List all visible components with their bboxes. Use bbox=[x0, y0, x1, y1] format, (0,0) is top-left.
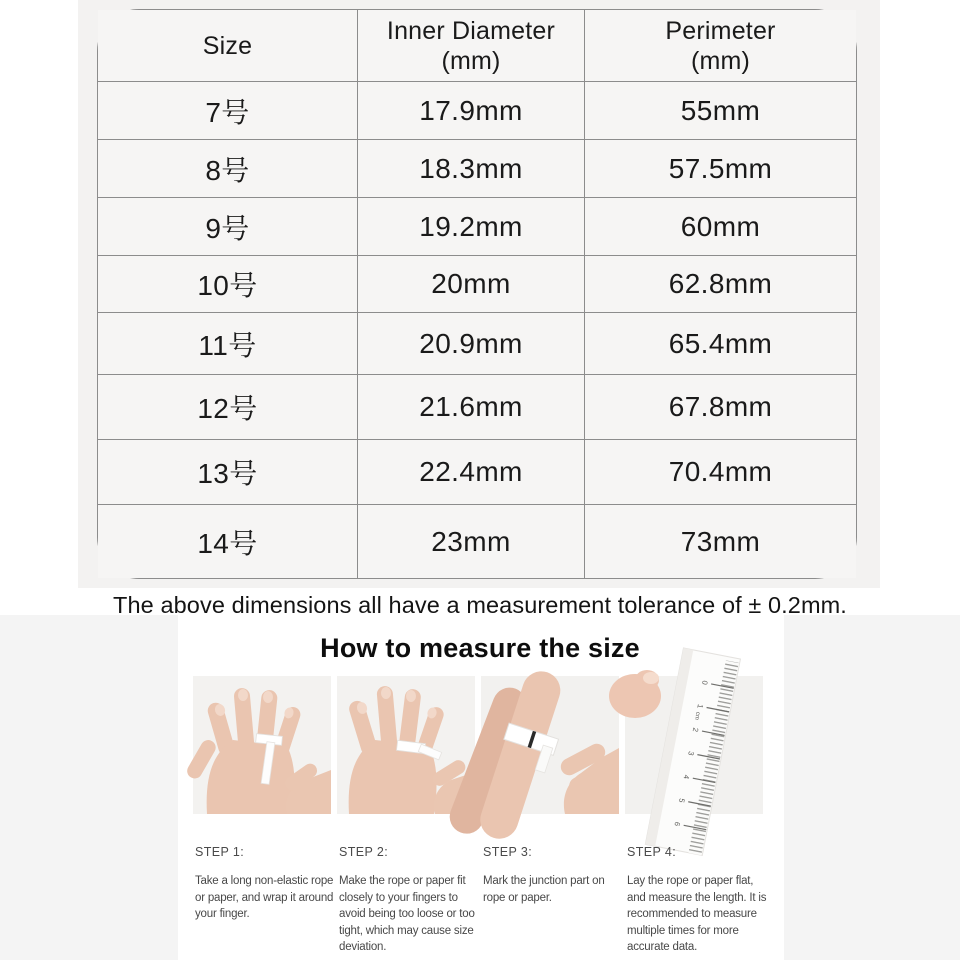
step-4-photo-ruler bbox=[625, 676, 763, 827]
cell-size: 12号 bbox=[98, 375, 358, 440]
ruler-number: 3 bbox=[686, 750, 696, 757]
step-2-text: Make the rope or paper fit closely to your fingers to avoid being too loose or too tight, which may cause size deviation. bbox=[339, 875, 475, 953]
column-header-perimeter bbox=[585, 10, 856, 82]
tolerance-note: The above dimensions all have a measurement tolerance of ± 0.2mm. bbox=[113, 592, 847, 618]
column-header-size bbox=[98, 10, 358, 82]
step-4-label: STEP 4: bbox=[627, 845, 677, 859]
cell-perimeter: 55mm bbox=[585, 82, 856, 140]
step-3-caption bbox=[481, 845, 623, 956]
cell-perimeter: 62.8mm bbox=[585, 256, 856, 313]
step-1-illustration bbox=[193, 676, 331, 814]
step-3-label: STEP 3: bbox=[483, 845, 533, 859]
step-4-illustration bbox=[625, 676, 763, 827]
cell-size: 13号 bbox=[98, 440, 358, 505]
cell-diameter: 20mm bbox=[358, 256, 585, 313]
header-line1: Inner Diameter bbox=[386, 16, 556, 45]
how-to-measure-title: How to measure the size bbox=[320, 633, 640, 663]
header-line2: (mm) bbox=[690, 46, 751, 75]
ruler-unit-label: cm bbox=[693, 711, 701, 721]
cell-perimeter: 65.4mm bbox=[585, 313, 856, 375]
cell-diameter: 22.4mm bbox=[358, 440, 585, 505]
header-line1: Perimeter bbox=[665, 16, 776, 45]
left-margin-band bbox=[0, 615, 178, 960]
cell-diameter: 23mm bbox=[358, 505, 585, 578]
step-1-label: STEP 1: bbox=[195, 845, 245, 859]
step-3-photo-marking-junction bbox=[481, 676, 619, 814]
ruler-number: 1 bbox=[695, 703, 705, 710]
step-1-caption bbox=[193, 845, 335, 956]
step-1-photo-hand-wrapping-paper bbox=[193, 676, 331, 814]
cell-size: 8号 bbox=[98, 140, 358, 198]
step-photos-row bbox=[193, 676, 763, 827]
right-margin-band bbox=[784, 615, 960, 960]
cell-diameter: 20.9mm bbox=[358, 313, 585, 375]
step-4-text: Lay the rope or paper flat, and measure the length. It is recommended to measure multiple times for more accurate data. bbox=[627, 875, 767, 953]
step-3-illustration bbox=[481, 676, 619, 814]
ruler-number: 0 bbox=[699, 679, 710, 686]
cell-size: 10号 bbox=[98, 256, 358, 313]
ring-size-table bbox=[97, 9, 857, 579]
step-1-text: Take a long non-elastic rope or paper, and wrap it around your finger. bbox=[195, 875, 334, 920]
cell-size: 7号 bbox=[98, 82, 358, 140]
ruler-number: 5 bbox=[677, 797, 687, 804]
header-line1: Size bbox=[202, 31, 253, 60]
step-4-caption bbox=[625, 845, 767, 956]
step-2-illustration bbox=[337, 676, 475, 814]
cell-diameter: 21.6mm bbox=[358, 375, 585, 440]
cell-diameter: 17.9mm bbox=[358, 82, 585, 140]
cell-size: 11号 bbox=[98, 313, 358, 375]
step-2-label: STEP 2: bbox=[339, 845, 389, 859]
column-header-inner-diameter bbox=[358, 10, 585, 82]
cell-perimeter: 70.4mm bbox=[585, 440, 856, 505]
step-2-caption bbox=[337, 845, 479, 956]
ruler-number: 4 bbox=[681, 774, 692, 780]
step-captions-row bbox=[193, 845, 767, 956]
cell-perimeter: 67.8mm bbox=[585, 375, 856, 440]
ruler-number: 2 bbox=[690, 726, 701, 733]
ruler-number: 6 bbox=[672, 821, 683, 827]
cell-perimeter: 60mm bbox=[585, 198, 856, 256]
cell-diameter: 18.3mm bbox=[358, 140, 585, 198]
cell-size: 14号 bbox=[98, 505, 358, 578]
cell-diameter: 19.2mm bbox=[358, 198, 585, 256]
cell-perimeter: 73mm bbox=[585, 505, 856, 578]
cell-perimeter: 57.5mm bbox=[585, 140, 856, 198]
step-3-text: Mark the junction part on rope or paper. bbox=[483, 875, 605, 904]
step-2-photo-paper-fitted bbox=[337, 676, 475, 814]
cell-size: 9号 bbox=[98, 198, 358, 256]
header-line2: (mm) bbox=[441, 46, 501, 75]
